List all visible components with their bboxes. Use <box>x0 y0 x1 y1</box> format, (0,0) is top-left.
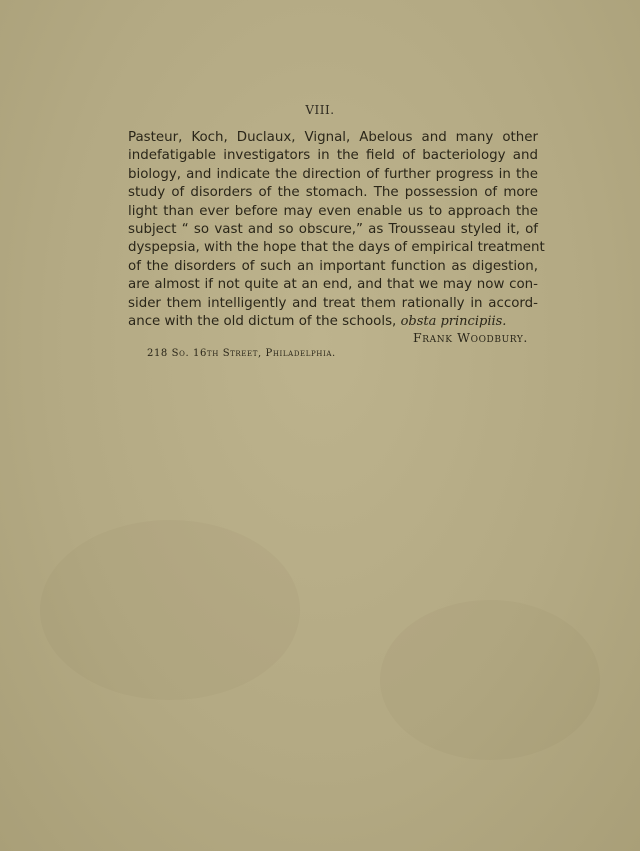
body-paragraph <box>128 129 545 331</box>
page-number: VIII. <box>305 103 335 117</box>
paper-stain <box>40 520 300 700</box>
text-line: subject “ so vast and so obscure,” as Trousseau styled it, of <box>128 221 538 237</box>
latin-phrase: obsta principiis. <box>400 313 507 329</box>
text-line: indefatigable investigators in the field of bacteriology and <box>128 148 538 164</box>
text-line: sider them intelligently and treat them rationally in accord- <box>128 295 538 311</box>
text-line: light than ever before may even enable us to approach the <box>128 203 538 219</box>
text-line: are almost if not quite at an end, and that we may now con- <box>128 277 538 293</box>
author-address: 218 So. 16th Street, Philadelphia. <box>147 348 336 359</box>
author-signature: Frank Woodbury. <box>413 330 528 345</box>
paper-stain <box>380 600 600 760</box>
text-line: study of disorders of the stomach. The possession of more <box>128 185 538 201</box>
text-line: biology, and indicate the direction of further progress in the <box>128 166 538 182</box>
final-line-text: ance with the old dictum of the schools, <box>128 313 397 329</box>
text-line: Pasteur, Koch, Duclaux, Vignal, Abelous and many other <box>128 130 538 145</box>
text-line: dyspepsia, with the hope that the days of empirical treatment <box>128 240 545 256</box>
text-line: of the disorders of such an important function as digestion, <box>128 258 538 274</box>
text-line-final <box>128 313 538 331</box>
